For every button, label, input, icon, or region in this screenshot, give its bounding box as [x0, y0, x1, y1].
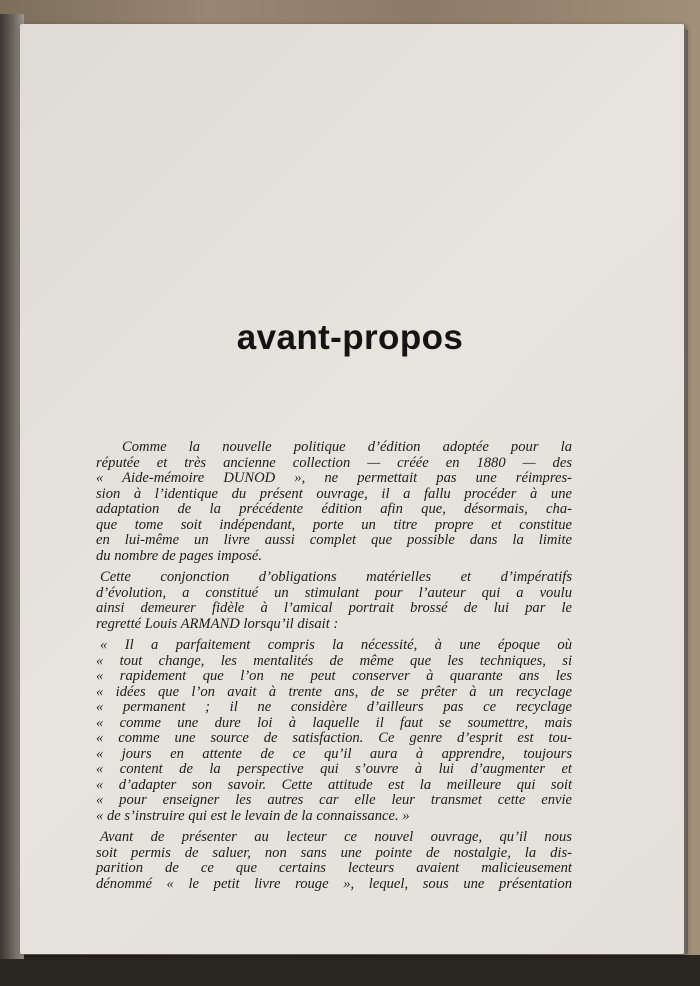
text-line: en lui-même un livre aussi complet que possible dans la limite: [96, 532, 572, 548]
text-line: « Il a parfaitement compris la nécessité, à une époque où: [100, 637, 572, 653]
text-line: « jours en attente de ce qu’il aura à apprendre, toujours: [96, 745, 572, 762]
text-line: ainsi demeurer fidèle à l’amical portrait brossé de lui par le: [96, 600, 572, 616]
text-line: Avant de présenter au lecteur ce nouvel ouvrage, qu’il nous: [100, 829, 572, 845]
paragraph-1: [96, 440, 572, 564]
text-line: du nombre de pages imposé.: [96, 547, 263, 564]
text-line: « content de la perspective qui s’ouvre à lui d’augmenter et: [96, 761, 572, 777]
text-line: que tome soit indépendant, porte un titre propre et constitue: [96, 516, 572, 533]
text-line: « pour enseigner les autres car elle leur transmet cette envie: [96, 792, 572, 808]
text-line: « d’adapter son savoir. Cette attitude est la meilleure qui soit: [96, 776, 572, 793]
text-line: adaptation de la précédente édition afin que, désormais, cha-: [96, 501, 572, 517]
paragraph-2: [96, 570, 572, 632]
text-line: « comme une dure loi à laquelle il faut se soumettre, mais: [96, 714, 572, 731]
text-line: « tout change, les mentalités de même que les techniques, si: [96, 652, 572, 669]
text-line: « idées que l’on avait à trente ans, de se prêter à un recyclage: [96, 683, 572, 700]
quote-paragraph: [96, 638, 572, 824]
text-line: sion à l’identique du présent ouvrage, il a fallu procéder à une: [96, 485, 572, 502]
text-line: Cette conjonction d’obligations matérielles et d’impératifs: [100, 569, 572, 585]
text-line: d’évolution, a constitué un stimulant pour l’auteur qui a voulu: [96, 584, 572, 601]
text-line: Comme la nouvelle politique d’édition adoptée pour la: [122, 439, 572, 455]
text-line: « permanent ; il ne considère d’ailleurs pas ce recyclage: [96, 699, 572, 715]
text-line: regretté Louis ARMAND lorsqu’il disait :: [96, 615, 339, 632]
text-line: « Aide-mémoire DUNOD », ne permettait pas une réimpres-: [96, 470, 572, 486]
text-line: « de s’instruire qui est le levain de la connaissance. »: [96, 807, 410, 824]
dark-surface: [0, 955, 700, 986]
text-line: « comme une source de satisfaction. Ce genre d’esprit est tou-: [96, 730, 572, 746]
text-line: parition de ce que certains lecteurs avaient malicieusement: [96, 860, 572, 876]
text-line: dénommé « le petit livre rouge », lequel, sous une présentation: [96, 875, 572, 892]
page-title: avant-propos: [236, 318, 464, 357]
body-text: [96, 440, 572, 898]
paragraph-4: [96, 830, 572, 892]
text-line: réputée et très ancienne collection — créée en 1880 — des: [96, 454, 572, 471]
text-line: soit permis de saluer, non sans une pointe de nostalgie, la dis-: [96, 844, 572, 861]
text-line: « rapidement que l’on ne peut conserver à quarante ans les: [96, 668, 572, 684]
